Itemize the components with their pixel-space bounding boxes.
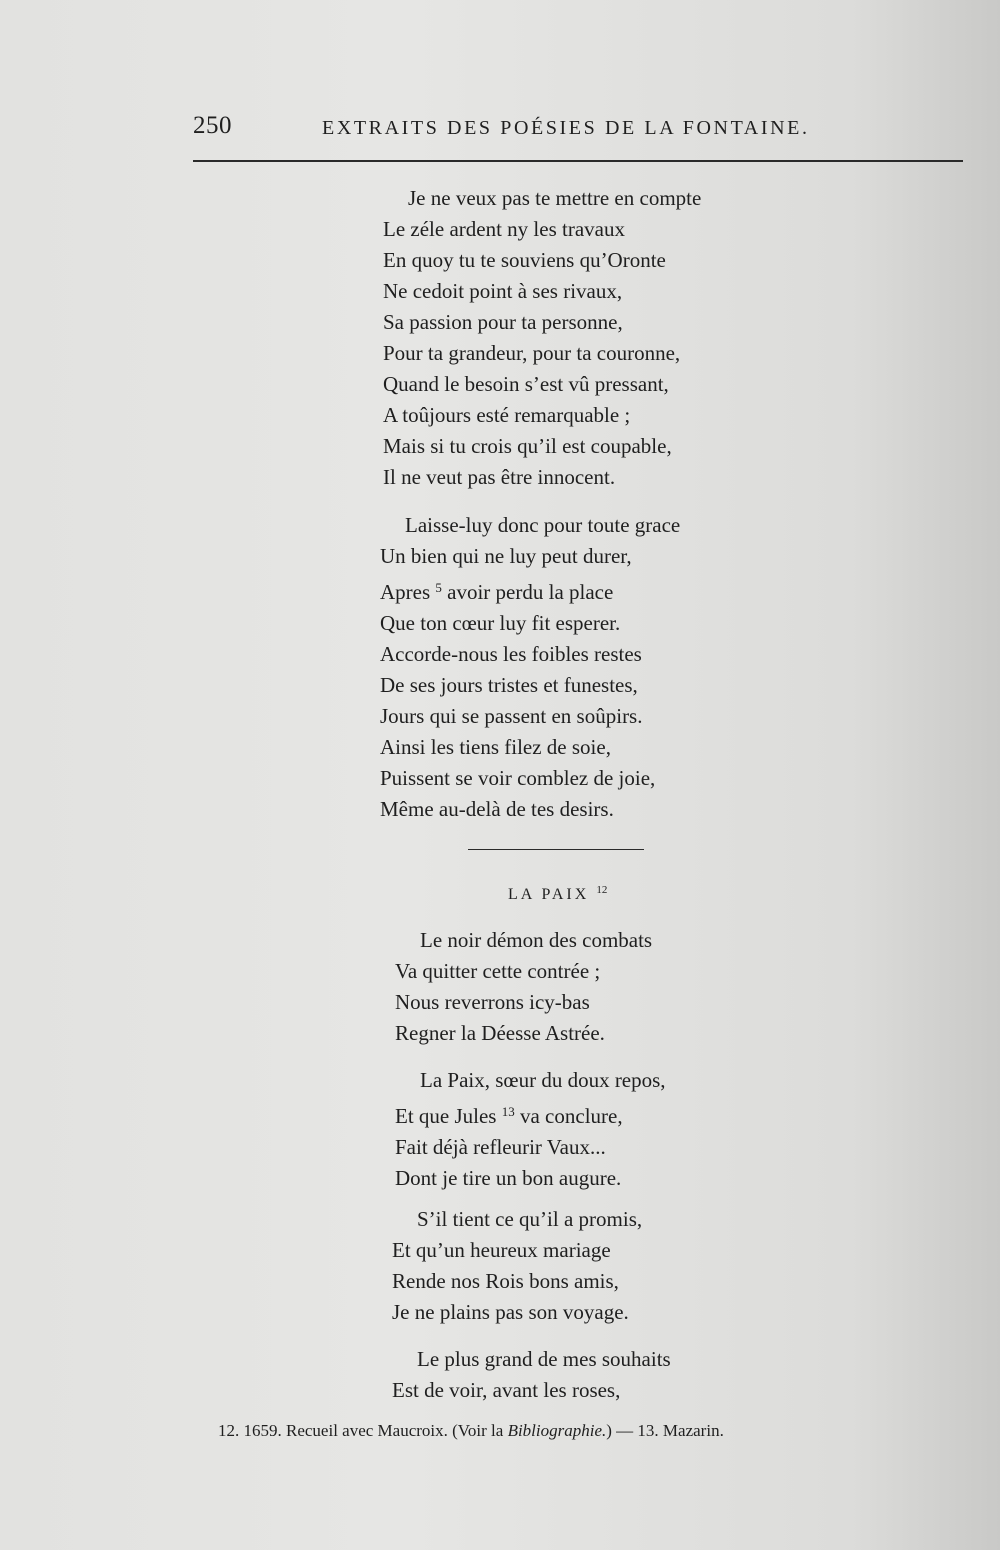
verse-line: La Paix, sœur du doux repos, <box>420 1068 666 1092</box>
verse-line: Puissent se voir comblez de joie, <box>380 766 656 790</box>
verse-line: Dont je tire un bon augure. <box>395 1166 622 1190</box>
verse-line: Même au-delà de tes desirs. <box>380 797 614 821</box>
footnote-text: 12. 1659. Recueil avec Maucroix. (Voir la <box>218 1421 504 1440</box>
running-title: EXTRAITS DES POÉSIES DE LA FONTAINE. <box>322 117 810 139</box>
poem-title-text: LA PAIX <box>508 886 590 903</box>
verse-line: Sa passion pour ta personne, <box>383 310 623 334</box>
verse-line: Il ne veut pas être innocent. <box>383 465 616 489</box>
verse-line: A toûjours esté remarquable ; <box>383 403 631 427</box>
poem-stanza-2 <box>395 1065 666 1194</box>
footnote-italic: Bibliographie. <box>507 1421 607 1440</box>
stanza-2 <box>380 510 680 825</box>
poem-stanza-1 <box>395 925 652 1049</box>
stanza-1 <box>383 183 701 493</box>
verse-line: Le plus grand de mes souhaits <box>417 1347 671 1371</box>
verse-line: Est de voir, avant les roses, <box>392 1378 621 1402</box>
poem-title <box>508 884 607 904</box>
verse-line: De ses jours tristes et funestes, <box>380 673 638 697</box>
verse-line: Rende nos Rois bons amis, <box>392 1269 619 1293</box>
verse-line: S’il tient ce qu’il a promis, <box>417 1207 643 1231</box>
note-reference: 12 <box>596 884 608 896</box>
section-divider <box>468 849 644 850</box>
footnote-text: ) — 13. Mazarin. <box>606 1421 724 1440</box>
verse-line: Ainsi les tiens filez de soie, <box>380 735 611 759</box>
verse-line-with-note <box>395 1096 666 1132</box>
footnotes <box>218 1421 724 1441</box>
verse-line: Nous reverrons icy-bas <box>395 990 590 1014</box>
verse-line: Que ton cœur luy fit esperer. <box>380 611 621 635</box>
note-reference: 5 <box>435 580 442 595</box>
verse-line: Jours qui se passent en soûpirs. <box>380 704 643 728</box>
verse-fragment: Et que Jules <box>395 1104 497 1128</box>
verse-fragment: avoir perdu la place <box>447 580 614 604</box>
verse-line: Regner la Déesse Astrée. <box>395 1021 605 1045</box>
verse-line: Ne cedoit point à ses rivaux, <box>383 279 623 303</box>
verse-line: Accorde-nous les foibles restes <box>380 642 642 666</box>
verse-line: Va quitter cette contrée ; <box>395 959 601 983</box>
note-reference: 13 <box>501 1104 515 1119</box>
verse-line: Fait déjà refleurir Vaux... <box>395 1135 606 1159</box>
page-number: 250 <box>193 112 232 139</box>
verse-fragment: Apres <box>380 580 431 604</box>
verse-line: Le zéle ardent ny les travaux <box>383 217 625 241</box>
header-rule <box>193 160 963 162</box>
verse-line: Laisse-luy donc pour toute grace <box>405 513 681 537</box>
verse-line: Mais si tu crois qu’il est coupable, <box>383 434 672 458</box>
poem-stanza-4 <box>392 1344 671 1406</box>
verse-line: Et qu’un heureux mariage <box>392 1238 611 1262</box>
verse-line: Je ne plains pas son voyage. <box>392 1300 629 1324</box>
poem-stanza-3 <box>392 1204 642 1328</box>
verse-line: Je ne veux pas te mettre en compte <box>408 186 702 210</box>
verse-line: En quoy tu te souviens qu’Oronte <box>383 248 666 272</box>
verse-line: Pour ta grandeur, pour ta couronne, <box>383 341 681 365</box>
verse-line-with-note <box>380 572 680 608</box>
verse-line: Le noir démon des combats <box>420 928 653 952</box>
verse-line: Quand le besoin s’est vû pressant, <box>383 372 669 396</box>
verse-line: Un bien qui ne luy peut durer, <box>380 544 632 568</box>
verse-fragment: va conclure, <box>519 1104 623 1128</box>
